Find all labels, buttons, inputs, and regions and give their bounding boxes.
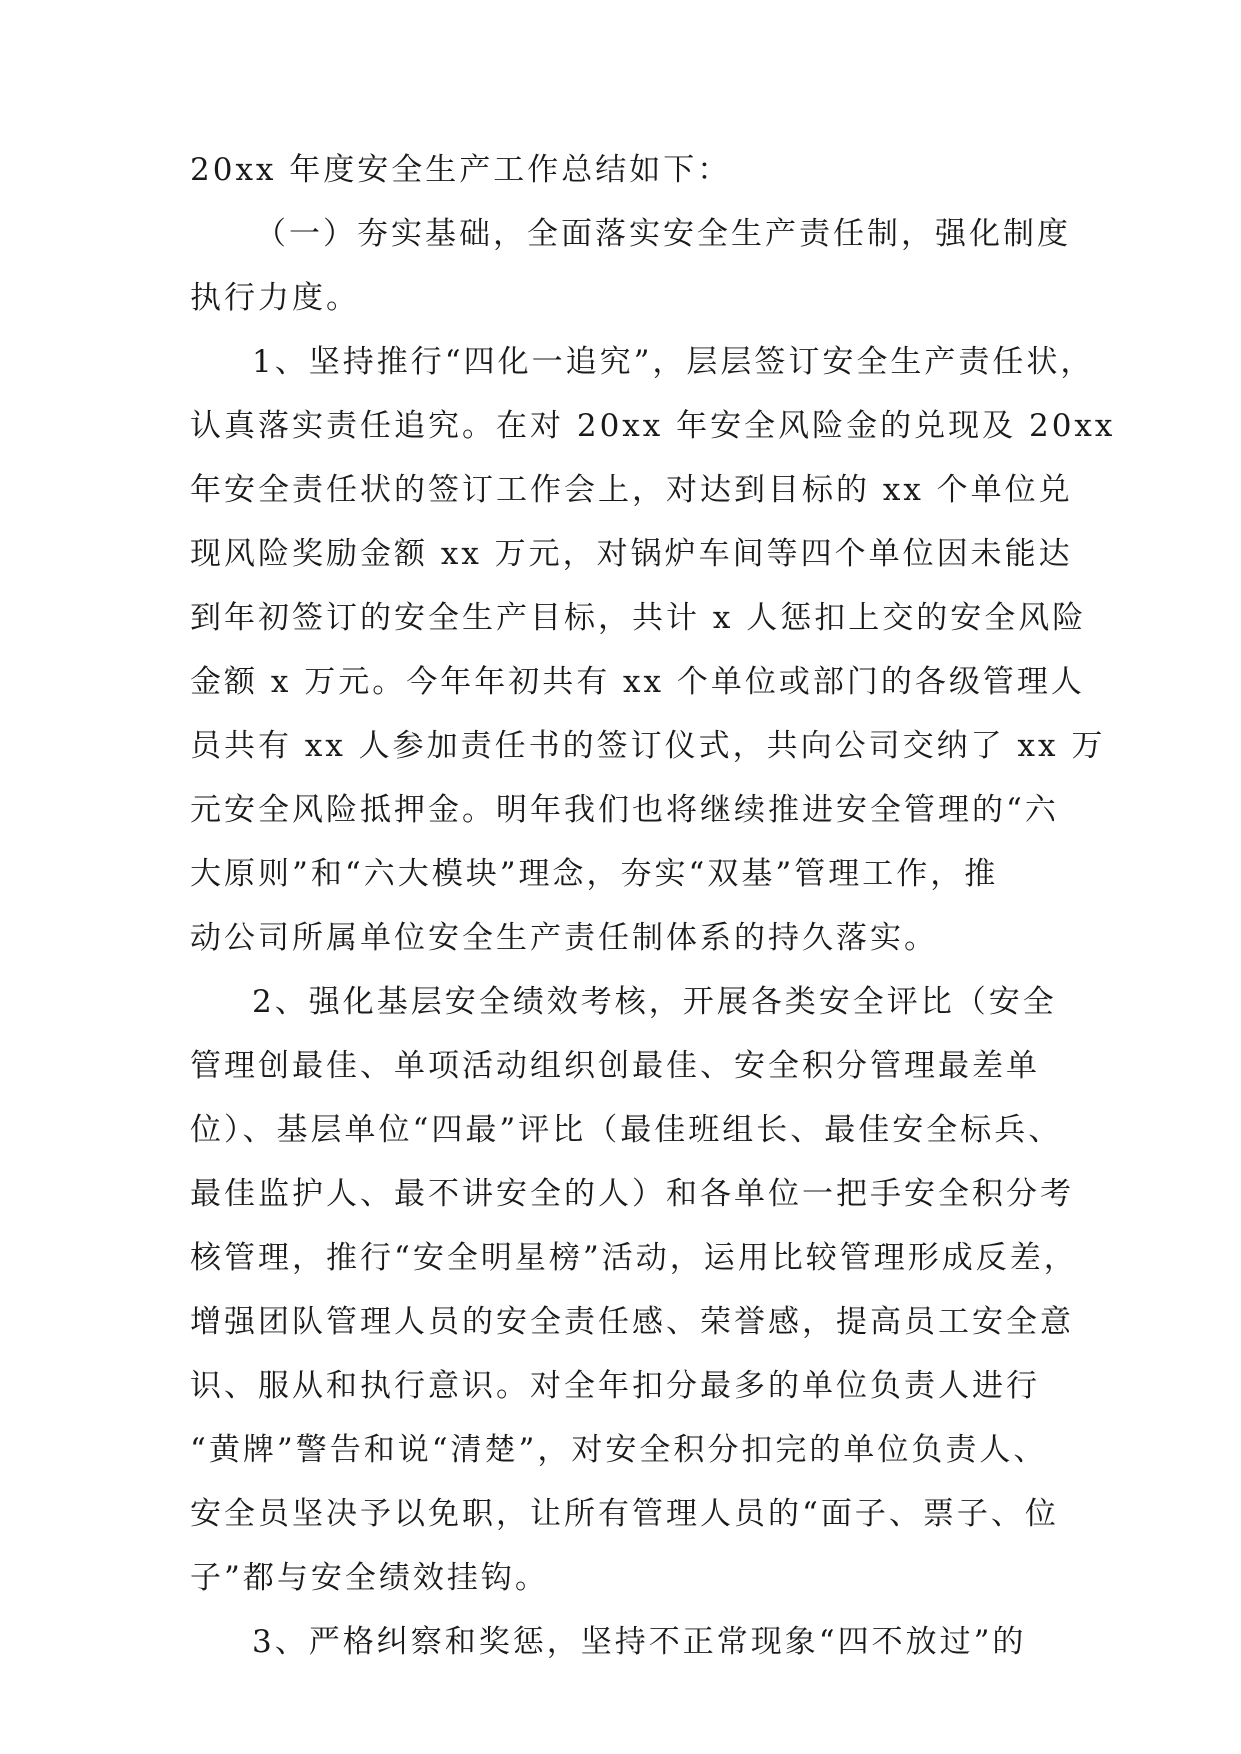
text-line: 执行力度。 [190, 280, 360, 316]
text-line: 识、服从和执行意识。对全年扣分最多的单位负责人进行 [190, 1368, 1040, 1404]
text-line: 到年初签订的安全生产目标，共计 x 人惩扣上交的安全风险 [190, 600, 1087, 636]
paragraph-1-first-line: 1、坚持推行“四化一追究”，层层签订安全生产责任状， [252, 344, 1095, 380]
text-line: 管理创最佳、单项活动组织创最佳、安全积分管理最差单 [190, 1048, 1040, 1084]
text-line: 现风险奖励金额 xx 万元，对锅炉车间等四个单位因未能达 [190, 536, 1073, 572]
text-line: 动公司所属单位安全生产责任制体系的持久落实。 [190, 920, 938, 956]
section-heading-line: （一）夯实基础，全面落实安全生产责任制，强化制度 [255, 216, 1071, 252]
text-line: 核管理，推行“安全明星榜”活动，运用比较管理形成反差， [190, 1240, 1078, 1276]
text-line: 20xx 年度安全生产工作总结如下： [190, 152, 732, 188]
text-line: 认真落实责任追究。在对 20xx 年安全风险金的兑现及 20xx [190, 408, 1116, 444]
text-line: 元安全风险抵押金。明年我们也将继续推进安全管理的“六 [190, 792, 1059, 828]
text-line: 员共有 xx 人参加责任书的签订仪式，共向公司交纳了 xx 万 [190, 728, 1106, 764]
paragraph-3-first-line: 3、严格纠察和奖惩，坚持不正常现象“四不放过”的 [252, 1624, 1027, 1660]
paragraph-2-first-line: 2、强化基层安全绩效考核，开展各类安全评比（安全 [252, 984, 1057, 1020]
text-line: 增强团队管理人员的安全责任感、荣誉感，提高员工安全意 [190, 1304, 1074, 1340]
text-line: 位）、基层单位“四最”评比（最佳班组长、最佳安全标兵、 [190, 1112, 1063, 1148]
text-line: 子”都与安全绩效挂钩。 [190, 1560, 549, 1596]
text-line: 大原则”和“六大模块”理念，夯实“双基”管理工作，推 [190, 856, 999, 892]
text-line: 金额 x 万元。今年年初共有 xx 个单位或部门的各级管理人 [190, 664, 1085, 700]
text-line: 年安全责任状的签订工作会上，对达到目标的 xx 个单位兑 [190, 472, 1073, 508]
text-line: 最佳监护人、最不讲安全的人）和各单位一把手安全积分考 [190, 1176, 1074, 1212]
text-line: 安全员坚决予以免职，让所有管理人员的“面子、票子、位 [190, 1496, 1059, 1532]
text-line: “黄牌”警告和说“清楚”，对安全积分扣完的单位负责人、 [190, 1432, 1048, 1468]
